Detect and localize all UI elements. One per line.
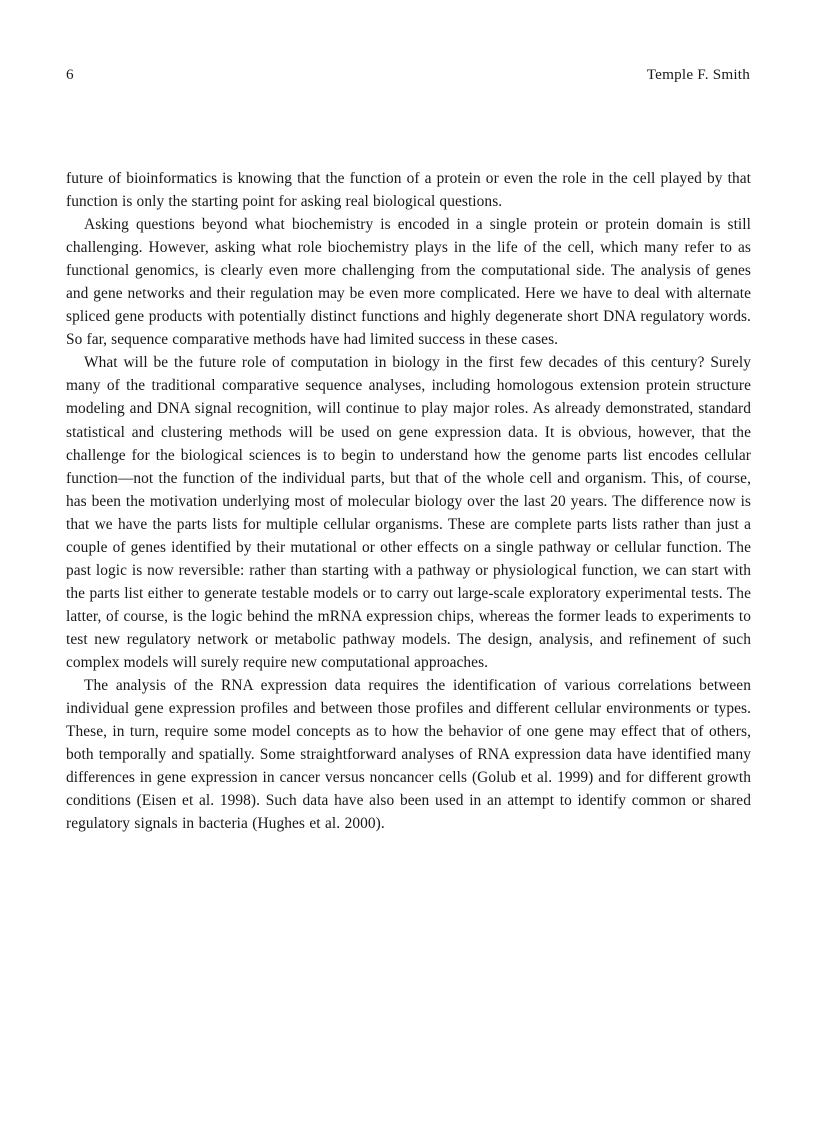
running-head-author: Temple F. Smith <box>646 66 750 83</box>
paragraph-4: The analysis of the RNA expression data requires the identification of various correlations between individual gene expression profiles and between those profiles and different cellular environments or types. These, in turn, require some model concepts as to how the behavior of one gene may effect that of others, both temporally and spatially. Some straightforward analyses of RNA expression data have identified many differences in gene expression in cancer versus noncancer cells (Golub et al. 1999) and for different growth conditions (Eisen et al. 1998). Such data have also been used in an attempt to identify common or shared regulatory signals in bacteria (Hughes et al. 2000). <box>66 677 751 833</box>
running-head <box>66 64 750 86</box>
paragraph-2: Asking questions beyond what biochemistry is encoded in a single protein or protein domain is still challenging. However, asking what role biochemistry plays in the life of the cell, which many refer to as functional genomics, is clearly even more challenging from the computational side. The analysis of genes and gene networks and their regulation may be even more complicated. Here we have to deal with alternate spliced gene products with potentially distinct functions and highly degenerate short DNA regulatory words. So far, sequence comparative methods have had limited success in these cases. <box>66 216 751 349</box>
paragraph-3: What will be the future role of computation in biology in the first few decades of this century? Surely many of the traditional comparative sequence analyses, including homologous extension protein structure modeling and DNA signal recognition, will continue to play major roles. As already demonstrated, standard statistical and clustering methods will be used on gene expression data. It is obvious, however, that the challenge for the biological sciences is to begin to understand how the genome parts list encodes cellular function—not the function of the individual parts, but that of the whole cell and organism. This, of course, has been the motivation underlying most of molecular biology over the last 20 years. The difference now is that we have the parts lists for multiple cellular organisms. These are complete parts lists rather than just a couple of genes identified by their mutational or other effects on a single pathway or cellular function. The past logic is now reversible: rather than starting with a pathway or physiological function, we can start with the parts list either to generate testable models or to carry out large-scale exploratory experimental tests. The latter, of course, is the logic behind the mRNA expression chips, whereas the former leads to experiments to test new regulatory network or metabolic pathway models. The design, analysis, and refinement of such complex models will surely require new computational approaches. <box>66 354 751 671</box>
paragraph-1: future of bioinformatics is knowing that the function of a protein or even the role in the cell played by that function is only the starting point for asking real biological questions. <box>66 170 751 211</box>
body-text-column <box>66 167 751 835</box>
page-number: 6 <box>66 66 74 83</box>
